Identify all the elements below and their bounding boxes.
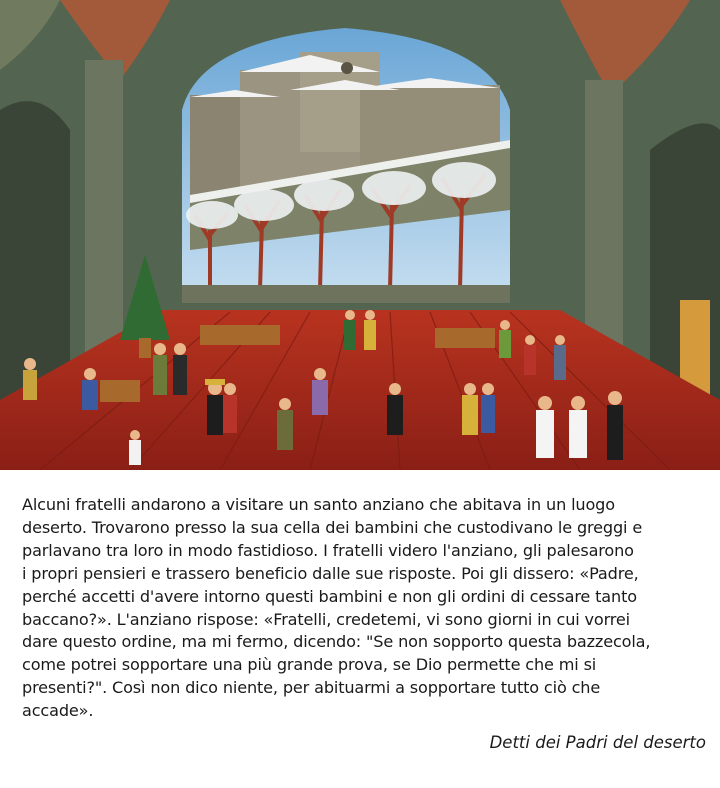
passage-line: presenti?". Così non dico niente, per abituarmi a sopportare tutto ciò che xyxy=(22,678,601,698)
passage-line: i propri pensieri e trassero beneficio dalle sue risposte. Poi gli dissero: «Padre, xyxy=(22,563,639,583)
passage-line: Alcuni fratelli andarono a visitare un santo anziano che abitava in un luogo xyxy=(22,495,615,514)
source-attribution: Detti dei Padri del deserto xyxy=(489,733,706,752)
passage-line: deserto. Trovarono presso la sua cella dei bambini che custodivano le greggi e xyxy=(22,517,643,537)
passage-line: come potrei sopportare una più grande prova, se Dio permette che mi si xyxy=(22,655,597,675)
passage-line: parlavano tra loro in modo fastidioso. I fratelli videro l'anziano, gli palesarono xyxy=(22,540,634,560)
passage-line: perché accetti d'avere intorno questi bambini e non gli ordini di cessare tanto xyxy=(22,586,637,606)
passage-line: dare questo ordine, ma mi fermo, dicendo: "Se non sopporto questa bazzecola, xyxy=(22,632,651,652)
passage-line: baccano?». L'anziano rispose: «Fratelli, credetemi, vi sono giorni in cui vorrei xyxy=(22,609,630,629)
passage-line: accade». xyxy=(22,701,94,721)
passage-text xyxy=(22,494,707,723)
